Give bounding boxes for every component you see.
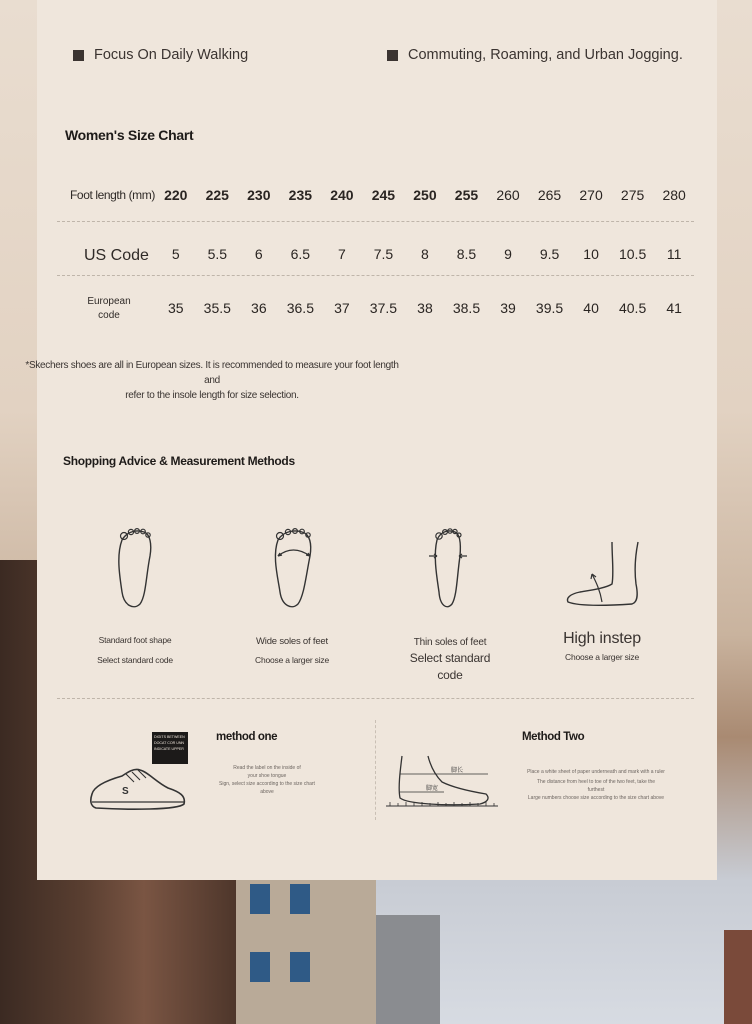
note-line: refer to the insole length for size selection. [125, 390, 299, 401]
caption-line: code [437, 668, 463, 682]
size-cell: 270 [579, 187, 603, 203]
ruler-label: 脚宽 [426, 786, 439, 792]
size-cell: 36.5 [286, 300, 314, 316]
us-code-label: US Code [84, 247, 149, 264]
european-code-values [155, 300, 695, 316]
high-instep-icon [562, 538, 642, 610]
caption-line: High instep [563, 630, 641, 647]
method-one-text [214, 764, 320, 796]
size-cell: 10.5 [618, 246, 647, 262]
size-cell: 35.5 [203, 300, 231, 316]
size-cell: 39.5 [535, 300, 564, 316]
size-cell: 38 [417, 300, 433, 316]
bullet-square-icon [387, 50, 398, 61]
background-building-edge [724, 930, 752, 1024]
size-cell: 39 [500, 300, 516, 316]
size-note [22, 358, 402, 403]
size-cell: 35 [167, 300, 184, 316]
method-text-line: The distance from heel to toe of the two feet, take the [536, 779, 656, 785]
size-cell: 280 [662, 187, 686, 203]
caption-line: Choose a larger size [255, 655, 329, 665]
background-building-center [236, 880, 376, 1024]
caption-line: Wide soles of feet [256, 636, 328, 647]
method-text-line: your shoe tongue [247, 773, 287, 779]
sticker-line: DIGITS BETWEEN [154, 735, 185, 739]
method-text-line: Read the label on the inside of [233, 765, 301, 771]
size-cell: 36 [251, 300, 267, 316]
size-cell: 9.5 [539, 246, 560, 262]
methods-divider [375, 720, 376, 820]
size-cell: 38.5 [452, 300, 481, 316]
size-cell: 41 [666, 300, 682, 316]
method-text-line: furthest [587, 787, 605, 793]
size-cell: 5 [171, 246, 180, 262]
size-cell: 245 [371, 187, 396, 203]
size-cell: 10 [583, 246, 599, 262]
sticker-line: INDICATE UPPER [154, 747, 184, 751]
shoe-label-sticker [152, 732, 188, 764]
caption-line: Thin soles of feet [413, 637, 487, 648]
method-text-line: Sign, select size according to the size chart [219, 781, 315, 787]
size-cell: 9 [504, 246, 512, 262]
background-building-right [376, 915, 440, 1024]
size-cell: 230 [247, 187, 271, 203]
european-label-line: code [98, 310, 120, 321]
size-cell: 8 [421, 246, 429, 262]
size-cell: 250 [413, 187, 437, 203]
feature-label: Focus On Daily Walking [94, 47, 249, 63]
ruler-label: 脚长 [451, 768, 464, 774]
size-cell: 265 [537, 187, 562, 203]
feature-daily-walking [73, 47, 248, 63]
high-instep-caption [527, 630, 677, 662]
method-two-title: Method Two [522, 731, 585, 743]
size-cell: 7.5 [373, 246, 394, 262]
size-cell: 8.5 [456, 246, 477, 262]
size-cell: 5.5 [207, 246, 228, 262]
method-one-title: method one [216, 731, 278, 743]
size-cell: 40.5 [618, 300, 647, 316]
svg-text:S: S [122, 786, 129, 797]
european-code-label [84, 295, 134, 323]
row-divider [57, 221, 694, 222]
method-text-line: above [260, 789, 274, 795]
sticker-line: DOCAT COR UNN [154, 741, 185, 745]
size-chart-title: Women's Size Chart [65, 127, 194, 143]
size-cell: 6 [254, 246, 263, 262]
caption-line: Choose a larger size [565, 652, 639, 662]
method-text-line: Large numbers choose size according to the size chart above [527, 795, 665, 801]
size-cell: 240 [330, 187, 354, 203]
foot-length-values [155, 187, 695, 203]
size-cell: 220 [164, 187, 188, 203]
european-label-line: European [87, 296, 131, 307]
us-code-values [155, 246, 695, 262]
size-cell: 37 [334, 300, 350, 316]
size-cell: 275 [620, 187, 645, 203]
size-cell: 255 [454, 187, 479, 203]
note-line: *Skechers shoes are all in European sizes. It is recommended to measure your foot length and [25, 360, 399, 386]
size-cell: 6.5 [290, 246, 311, 262]
wide-foot-icon [270, 526, 316, 612]
foot-ruler-icon [384, 752, 500, 814]
wide-foot-caption [217, 636, 367, 665]
advice-title: Shopping Advice & Measurement Methods [63, 454, 295, 468]
section-divider [57, 698, 694, 699]
size-cell: 37.5 [369, 300, 398, 316]
method-text-line: Place a white sheet of paper underneath and mark with a ruler [527, 769, 665, 775]
feature-commuting [387, 47, 683, 63]
standard-foot-icon [112, 526, 158, 612]
feature-label: Commuting, Roaming, and Urban Jogging. [408, 47, 683, 63]
thin-foot-caption [375, 636, 525, 684]
method-two-text [523, 768, 669, 802]
caption-line: Select standard code [97, 655, 173, 665]
bullet-square-icon [73, 50, 84, 61]
size-cell: 225 [205, 187, 229, 203]
standard-foot-caption [60, 635, 210, 665]
size-cell: 7 [337, 246, 346, 262]
size-cell: 40 [583, 300, 599, 316]
sneaker-icon [88, 764, 188, 814]
row-divider [57, 275, 694, 276]
thin-foot-icon [425, 526, 471, 612]
size-cell: 260 [496, 187, 520, 203]
size-cell: 11 [666, 246, 682, 262]
caption-line: Select standard [409, 651, 491, 665]
foot-length-label: Foot length (mm) [70, 188, 155, 202]
caption-line: Standard foot shape [98, 635, 172, 645]
size-cell: 235 [288, 187, 313, 203]
